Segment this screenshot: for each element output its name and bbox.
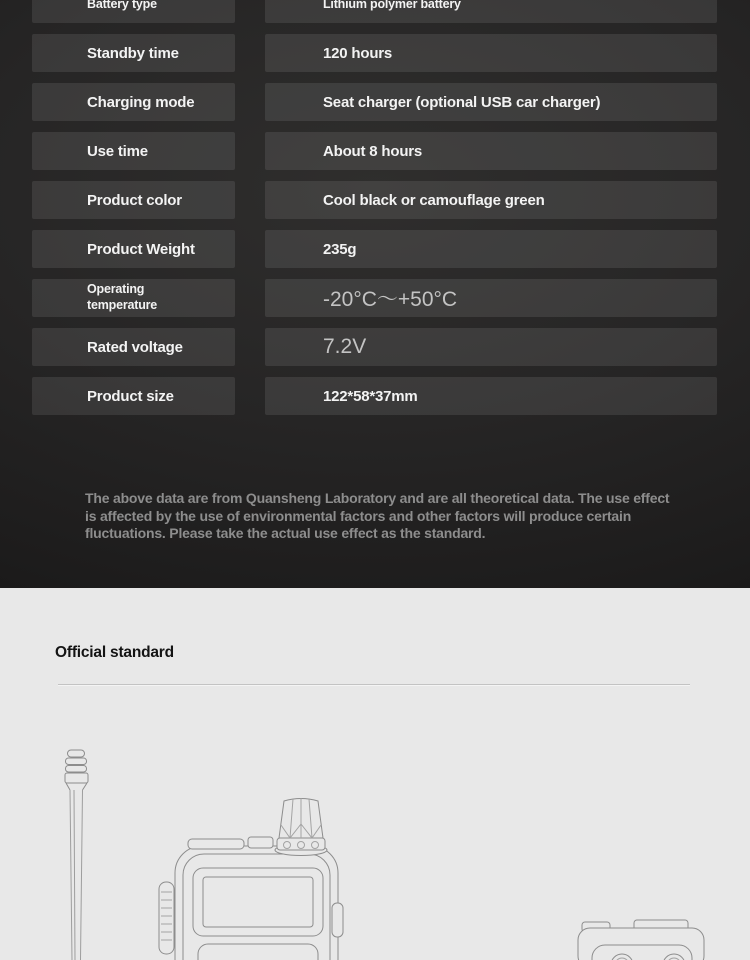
spec-row-operating-temperature: [0, 279, 750, 317]
spec-row-battery-type: [0, 0, 750, 23]
spec-value: 235g: [265, 230, 717, 268]
spec-row-charging-mode: [0, 83, 750, 121]
spec-value: Cool black or camouflage green: [265, 181, 717, 219]
spec-value: About 8 hours: [265, 132, 717, 170]
spec-row-product-color: [0, 181, 750, 219]
spec-row-product-weight: [0, 230, 750, 268]
section-divider: [58, 684, 690, 685]
spec-table: [0, 0, 750, 415]
spec-value: 122*58*37mm: [265, 377, 717, 415]
spec-label: Product color: [32, 181, 235, 219]
spec-value: Lithium polymer battery: [265, 0, 717, 23]
spec-value: -20°C～+50°C: [265, 279, 717, 317]
spec-value: 7.2V: [265, 328, 717, 366]
spec-label: Product size: [32, 377, 235, 415]
radio-top-view-drawing-icon: [578, 920, 704, 960]
spec-label: Standby time: [32, 34, 235, 72]
spec-value: Seat charger (optional USB car charger): [265, 83, 717, 121]
lab-data-disclaimer: The above data are from Quansheng Laboratory and are all theoretical data. The use effect is affected by the use of environmental factors and other factors will produce certain fluctuations. Please take the actual use effect as the standard.: [85, 490, 670, 541]
radio-front-drawing-icon: [159, 798, 343, 960]
spec-label: Charging mode: [32, 83, 235, 121]
antenna-drawing-icon: [65, 750, 88, 960]
spec-row-product-size: [0, 377, 750, 415]
spec-row-rated-voltage: [0, 328, 750, 366]
section-title: Official standard: [55, 644, 174, 661]
spec-value: 120 hours: [265, 34, 717, 72]
spec-label: Rated voltage: [32, 328, 235, 366]
spec-row-use-time: [0, 132, 750, 170]
spec-row-standby-time: [0, 34, 750, 72]
spec-label: Use time: [32, 132, 235, 170]
spec-label: Operating temperature: [32, 279, 235, 317]
product-line-drawing: [0, 690, 750, 960]
spec-label: Battery type: [32, 0, 235, 23]
official-standard-section: [0, 588, 750, 960]
spec-label: Product Weight: [32, 230, 235, 268]
